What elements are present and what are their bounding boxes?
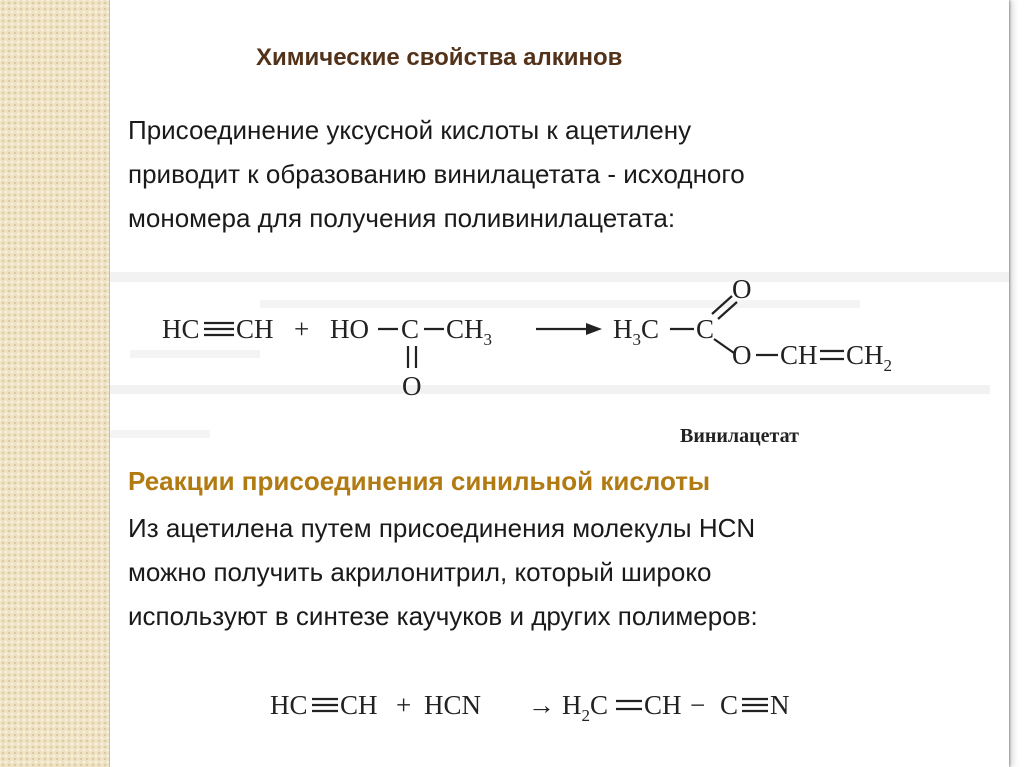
triple-bond-icon bbox=[742, 699, 768, 711]
product-ester-oxygen: O bbox=[732, 340, 752, 370]
acrylonitrile-ch: CH bbox=[644, 690, 682, 720]
acid-carbon: C bbox=[401, 314, 420, 344]
product-ch2: $CH_2$ bbox=[846, 340, 893, 375]
product-ch: CH bbox=[780, 340, 818, 370]
product-methyl: $H_3C$ bbox=[613, 314, 660, 349]
double-bond-icon bbox=[616, 701, 642, 709]
acetylene-hc: HC bbox=[270, 690, 308, 720]
acid-methyl: $CH_3$ bbox=[446, 314, 493, 349]
paragraph-line: мономера для получения поливинилацетата: bbox=[128, 203, 676, 233]
vinyl-acetate-reaction-scheme bbox=[110, 250, 1009, 450]
nitrile-nitrogen: N bbox=[770, 690, 790, 720]
nitrile-carbon: C bbox=[720, 690, 739, 720]
acid-ho: HO bbox=[330, 314, 369, 344]
product-name-label: Винилацетат bbox=[680, 425, 799, 447]
paragraph-line: используют в синтезе каучуков и других полимеров: bbox=[128, 601, 758, 631]
acetic-acid-paragraph bbox=[128, 108, 745, 240]
hcn-formula: HCN bbox=[424, 690, 482, 720]
triple-bond-icon bbox=[204, 323, 234, 335]
reaction-arrow-icon bbox=[536, 323, 602, 335]
reaction-arrow-icon: → bbox=[528, 690, 555, 720]
product-carbon: C bbox=[696, 314, 715, 344]
product-carbonyl-oxygen: O bbox=[732, 274, 752, 304]
decorative-side-strip bbox=[0, 0, 110, 767]
acrylonitrile-reaction-scheme bbox=[110, 670, 1009, 730]
acetylene-ch: CH bbox=[340, 690, 378, 720]
section-heading: Реакции присоединения синильной кислоты bbox=[128, 466, 711, 496]
acetylene-ch: CH bbox=[236, 314, 274, 344]
slide-title: Химические свойства алкинов bbox=[256, 44, 623, 71]
acrylonitrile-h2c: $H_2C$ bbox=[562, 690, 609, 725]
paragraph-line: Присоединение уксусной кислоты к ацетилену bbox=[128, 115, 692, 145]
double-bond-icon bbox=[820, 351, 844, 359]
plus-sign: + bbox=[396, 690, 412, 720]
hcn-paragraph bbox=[128, 506, 758, 638]
acetylene-hc: HC bbox=[162, 314, 200, 344]
single-bond-dash: − bbox=[690, 690, 706, 720]
paragraph-line: можно получить акрилонитрил, который широко bbox=[128, 557, 712, 587]
single-bond-icon bbox=[714, 339, 734, 353]
acid-carbonyl-oxygen: O bbox=[402, 371, 422, 401]
paragraph-line: приводит к образованию винилацетата - исходного bbox=[128, 159, 745, 189]
triple-bond-icon bbox=[312, 699, 338, 711]
paragraph-line: Из ацетилена путем присоединения молекулы HCN bbox=[128, 513, 756, 543]
double-bond-icon bbox=[408, 346, 416, 368]
plus-sign: + bbox=[294, 314, 310, 344]
